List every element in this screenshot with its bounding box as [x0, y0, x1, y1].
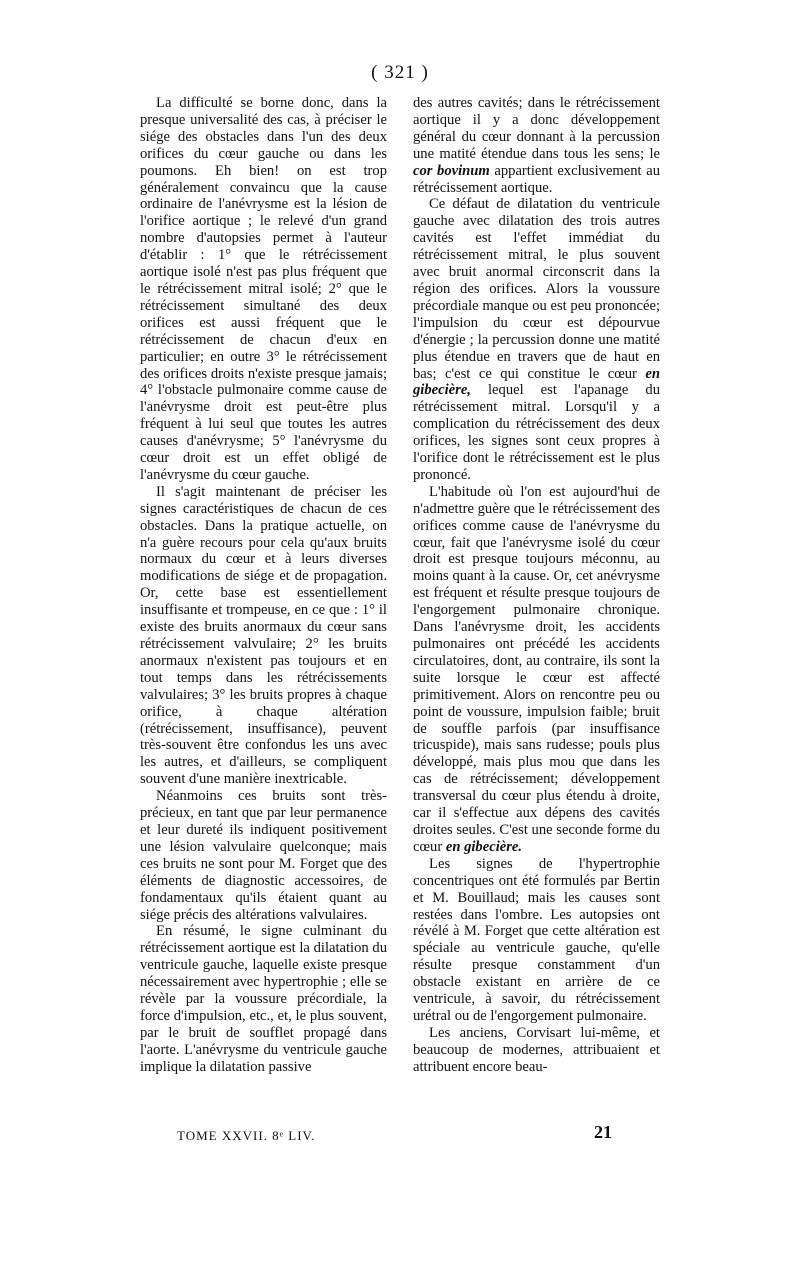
right-column	[413, 95, 660, 1076]
text-run: appartient exclusivement au rétrécissement aortique.	[413, 162, 660, 196]
paragraph-continued	[413, 95, 660, 196]
italic-term: en gibecière.	[445, 838, 523, 855]
sheet-number: 21	[594, 1122, 612, 1142]
italic-term: en gibecière,	[413, 365, 660, 399]
paragraph: En résumé, le signe culminant du rétrécissement aortique est la dilatation du ventricule gauche, laquelle existe presque nécessairement avec hypertrophie ; elle se révèle par la voussure précordiale, la force d'impulsion, etc., et, le plus souvent, par le bruit de soufflet propagé dans l'aorte. L'anévrysme du ventricule gauche implique la dilatation passive	[140, 923, 387, 1075]
paragraph: Il s'agit maintenant de préciser les signes caractéristiques de chacun de ces obstacles. Dans la pratique actuelle, on n'a guère recours pour cela qu'aux bruits normaux du cœur et à leurs diverses modifications de siége et de propagation. Or, cette base est essentiellement insuffisante et trompeuse, en ce que : 1° il existe des bruits anormaux du cœur sans rétrécissement valvulaire; 2° les bruits anormaux n'existent pas toujours et en tout temps dans les rétrécissements valvulaires; 3° les bruits propres à chaque orifice, à chaque altération (rétrécissement, insuffisance), peuvent très-souvent être confondus les uns avec les autres, et d'ailleurs, se compliquent souvent d'une manière inextricable.	[140, 483, 387, 788]
text-run: Ce défaut de dilatation du ventricule gauche avec dilatation des trois autres cavités est l'effet immédiat du rétrécissement mitral, le plus souvent avec bruit anormal circonscrit dans la région des orifices. Alors la voussure précordiale manque ou est peu prononcée; l'impulsion du cœur est dépourvue d'énergie ; la percussion donne une matité plus étendue en travers que de haut en bas; c'est ce qui constitue le cœur	[413, 196, 660, 382]
page-number: ( 321 )	[371, 62, 429, 83]
text-run: lequel est l'apanage du rétrécissement mitral. Lorsqu'il y a complication du rétrécissement des deux orifices, les signes sont ceux propres à l'orifice dont le rétrécissement est le plus prononcé.	[413, 382, 660, 483]
left-column	[140, 95, 387, 1076]
paragraph: Les signes de l'hypertrophie concentriques ont été formulés par Bertin et M. Bouillaud; mais les causes sont restées dans l'ombre. Les autopsies ont révélé à M. Forget que cette altération est spéciale au ventricule gauche, qu'elle résulte presque constamment d'un obstacle existant en arrière de ce ventricule, à savoir, du rétrécissement urétral ou de l'engorgement pulmonaire.	[413, 855, 660, 1024]
italic-term: cor bovinum	[413, 162, 490, 179]
signature-mark: TOME XXVII. 8ᵉ LIV.	[177, 1128, 316, 1143]
paragraph: Les anciens, Corvisart lui-même, et beaucoup de modernes, attribuaient et attribuent encore beau-	[413, 1024, 660, 1075]
text-run: des autres cavités; dans le rétrécissement aortique il y a donc développement général du cœur donnant à la percussion une matité étendue dans tous les sens; le	[413, 95, 660, 162]
text-run: L'habitude où l'on est aujourd'hui de n'admettre guère que le rétrécissement des orifices comme cause de l'anévrysme du cœur, fait que l'anévrysme isolé du cœur droit est presque toujours méconnu, au moins quant à la cause. Or, cet anévrysme est fréquent et résulte presque toujours de l'engorgement pulmonaire chronique. Dans l'anévrysme droit, les accidents pulmonaires ont précédé les accidents circulatoires, dont, au contraire, ils sont la suite lorsque le cœur est affecté primitivement. Alors on rencontre peu ou point de voussure, impulsion faible; bruit de souffle parfois (par insuffisance tricuspide), mais sans rudesse; pouls plus développé, mais plus mou que dans les cas de rétrécissement; développement transversal du cœur plus étendu à droite, car il s'effectue aux dépens des cavités droites seules. C'est une seconde forme du cœur	[413, 483, 661, 855]
paragraph: La difficulté se borne donc, dans la presque universalité des cas, à préciser le siége des obstacles dans l'un des deux orifices du cœur gauche ou dans les poumons. Eh bien! on est trop généralement convaincu que la cause ordinaire de l'anévrysme est la lésion de l'orifice aortique ; le relevé d'un grand nombre d'autopsies permet à l'auteur d'établir : 1° que le rétrécissement aortique isolé n'est pas plus fréquent que le rétrécissement mitral isolé; 2° que le rétrécissement simultané des deux orifices est aussi fréquent que le rétrécissement de chacun d'eux en particulier; en outre 3° le rétrécissement des orifices droits n'existe presque jamais; 4° l'obstacle pulmonaire comme cause de l'anévrysme droit est peut-être plus fréquent à lui seul que toutes les autres causes d'anévrysme; 5° l'anévrysme du cœur droit est un effet obligé de l'anévrysme du cœur gauche.	[140, 95, 387, 483]
paragraph	[413, 196, 660, 483]
paragraph: Néanmoins ces bruits sont très-précieux, en tant que par leur permanence et leur dureté ils indiquent positivement une lésion valvulaire quelconque; mais ces bruits ne sont pour M. Forget que des éléments de diagnostic accessoires, de fondamentaux qu'ils étaient quant au siége précis des altérations valvulaires.	[140, 788, 387, 923]
paragraph	[413, 484, 660, 856]
